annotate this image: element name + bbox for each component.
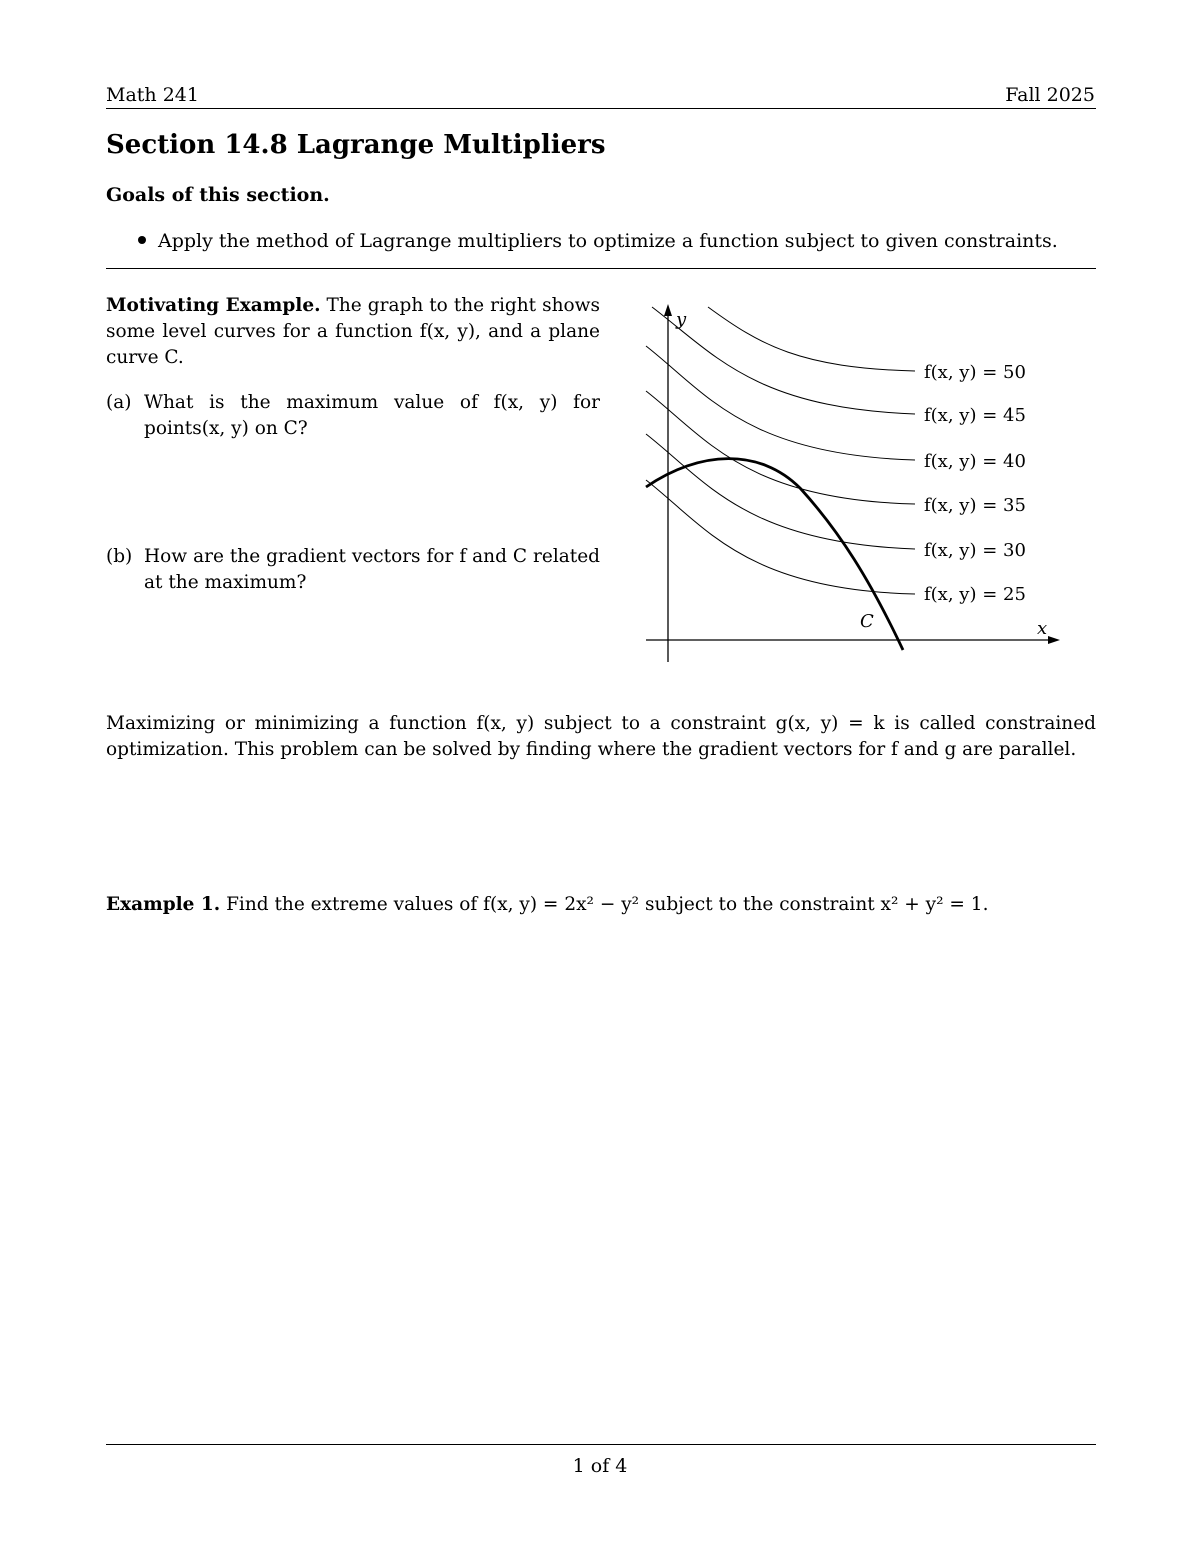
motivating-text: The graph to the right shows some level curves for a function f(x, y), and a plane curve C.: [106, 295, 600, 368]
term: Fall 2025: [1005, 84, 1095, 106]
level-curves-figure: [630, 295, 1070, 675]
part-b-label: (b): [106, 546, 133, 567]
footer-rule: [106, 1444, 1096, 1445]
motivating-example: [106, 293, 600, 371]
level-curve-30: [646, 434, 915, 549]
level-label-50: f(x, y) = 50: [924, 362, 1026, 383]
level-curve-35: [646, 391, 915, 504]
level-curve-50: [708, 307, 915, 371]
example-1: [106, 892, 1096, 918]
motivating-label: Motivating Example.: [106, 295, 321, 316]
part-a: [106, 390, 600, 442]
part-a-text: What is the maximum value of f(x, y) for points(x, y) on C?: [144, 392, 600, 439]
level-label-40: f(x, y) = 40: [924, 451, 1026, 472]
header-rule: [106, 108, 1096, 109]
bullet-icon: [138, 236, 146, 244]
level-label-45: f(x, y) = 45: [924, 405, 1026, 426]
constrained-optimization-paragraph: Maximizing or minimizing a function f(x, y) subject to a constraint g(x, y) = k is called constrained optimization. This problem can be solved by finding where the gradient vectors for f and g are parallel.: [106, 713, 1096, 760]
y-axis-label: y: [676, 309, 687, 330]
section-rule: [106, 268, 1096, 269]
section-title: Section 14.8 Lagrange Multipliers: [106, 130, 606, 160]
part-b-text: How are the gradient vectors for f and C related at the maximum?: [144, 546, 600, 593]
goals-heading: Goals of this section.: [106, 184, 330, 206]
curve-label: C: [860, 611, 874, 632]
level-label-30: f(x, y) = 30: [924, 540, 1026, 561]
level-curve-45: [652, 307, 915, 414]
level-curve-25: [646, 480, 915, 594]
goal-item: [138, 230, 1058, 252]
x-axis-arrow-icon: [1048, 636, 1060, 644]
level-label-35: f(x, y) = 35: [924, 495, 1026, 516]
y-axis-arrow-icon: [664, 304, 672, 316]
example-1-text: Find the extreme values of f(x, y) = 2x² − y² subject to the constraint x² + y² = 1.: [226, 894, 989, 915]
x-axis-label: x: [1037, 618, 1048, 639]
part-b: [106, 544, 600, 596]
level-curve-40: [646, 346, 915, 460]
goal-text: Apply the method of Lagrange multipliers to optimize a function subject to given constraints.: [158, 230, 1058, 252]
page-number: 1 of 4: [572, 1455, 628, 1477]
example-1-label: Example 1.: [106, 894, 221, 915]
course-name: Math 241: [106, 84, 199, 106]
part-a-label: (a): [106, 392, 132, 413]
level-label-25: f(x, y) = 25: [924, 584, 1026, 605]
